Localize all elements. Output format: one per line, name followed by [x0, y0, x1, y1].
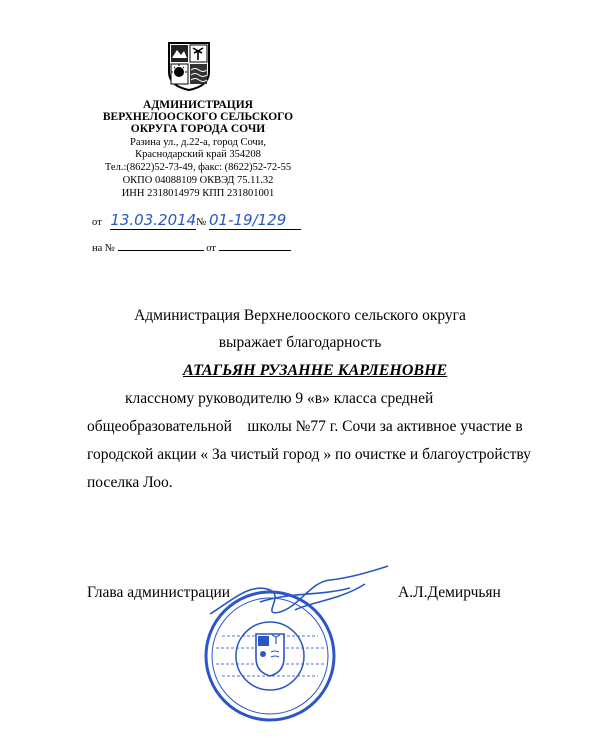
okpo-okved-codes: ОКПО 04088109 ОКВЭД 75.11.32 — [122, 175, 274, 186]
body-line-2: выражает благодарность — [218, 334, 382, 351]
body-line-1: Администрация Верхнелооского сельского округа — [134, 307, 466, 324]
number-label: № — [196, 217, 207, 228]
reply-date-blank — [219, 240, 291, 251]
from-label: от — [92, 217, 102, 228]
coat-of-arms-icon — [166, 40, 212, 92]
signatory-name: А.Л.Демирчьян — [398, 584, 501, 601]
handwritten-date: 13.03.2014 — [110, 211, 197, 229]
inn-kpp-codes: ИНН 2318014979 КПП 231801001 — [121, 188, 275, 199]
handwritten-number: 01-19/129 — [209, 211, 301, 230]
paragraph-line-1: классному руководителю 9 «в» класса средней — [125, 390, 434, 407]
organization-name-line-3: ОКРУГА ГОРОДА СОЧИ — [130, 123, 266, 135]
official-seal-icon — [200, 586, 340, 726]
reply-number-label: на № — [92, 243, 115, 254]
paragraph-line-2: общеобразовательной школы №77 г. Сочи за активное участие в — [87, 418, 523, 435]
recipient-name: АТАГЬЯН РУЗАННЕ КАРЛЕНОВНЕ — [183, 362, 448, 379]
organization-name-line-1: АДМИНИСТРАЦИЯ — [143, 99, 253, 111]
paragraph-line-3: городской акции « За чистый город » по очистке и благоустройству — [87, 446, 531, 463]
reply-number-blank — [118, 240, 204, 251]
address-line-2: Краснодарский край 354208 — [135, 149, 261, 160]
organization-name-line-2: ВЕРХНЕЛООСКОГО СЕЛЬСКОГО — [102, 111, 294, 123]
paragraph-line-4: поселка Лоо. — [87, 474, 173, 491]
outgoing-reference — [92, 211, 301, 230]
phone-fax: Тел.:(8622)52-73-49, факс: (8622)52-72-55 — [104, 162, 292, 173]
address-line-1: Разина ул., д.22-а, город Сочи, — [130, 137, 266, 148]
incoming-reference — [92, 240, 291, 254]
reply-from-label: от — [206, 243, 216, 254]
signatory-title: Глава администрации — [87, 584, 231, 601]
